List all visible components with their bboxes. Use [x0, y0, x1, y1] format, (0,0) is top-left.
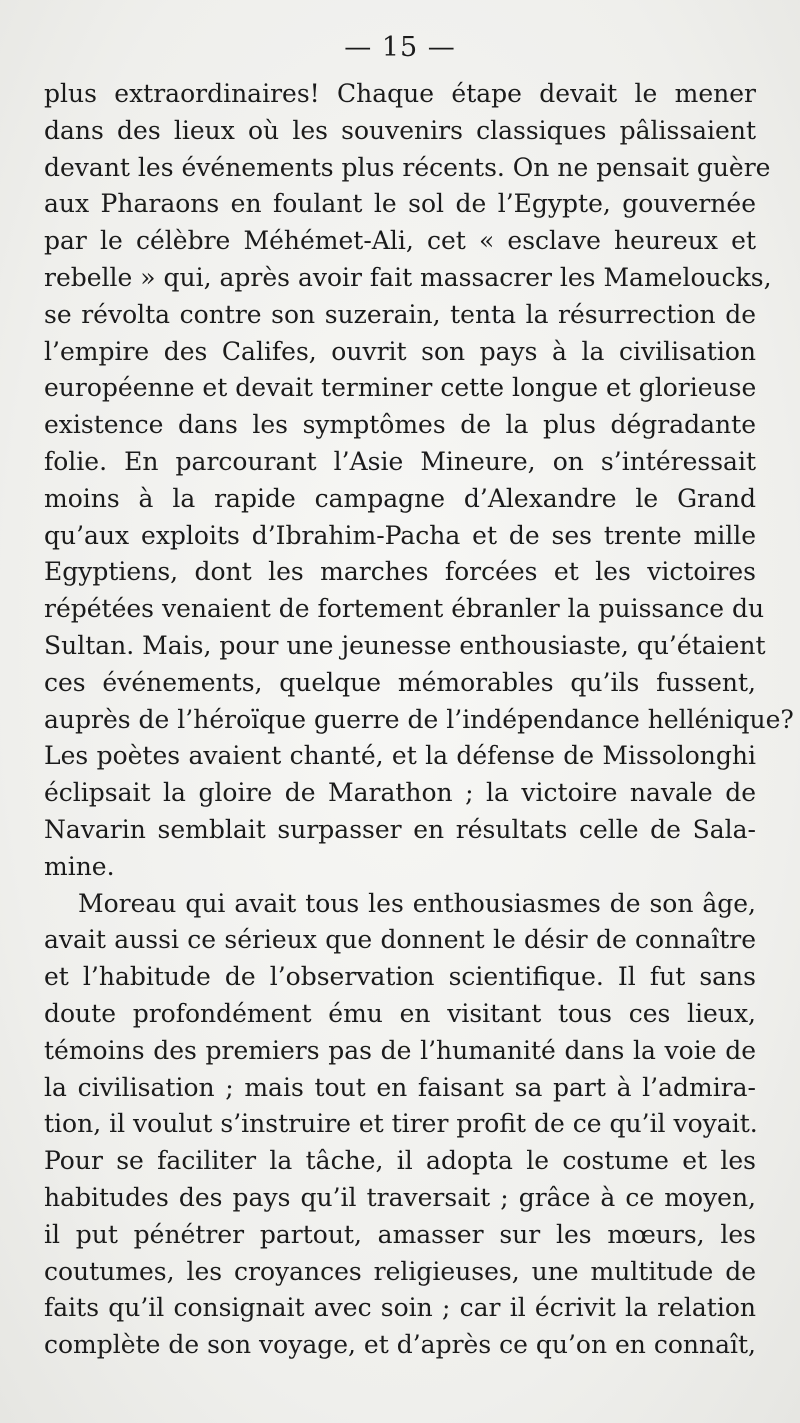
- text-line: il put pénétrer partout, amasser sur les mœurs, les: [44, 1219, 756, 1249]
- text-line: devant les événements plus récents. On ne pensait guère: [44, 152, 771, 182]
- text-line: habitudes des pays qu’il traversait ; grâce à ce moyen,: [44, 1182, 756, 1212]
- text-line: aux Pharaons en foulant le sol de l’Egypte, gouvernée: [44, 189, 756, 219]
- text-line: qu’aux exploits d’Ibrahim-Pacha et de ses trente mille: [44, 520, 756, 550]
- text-line: Les poètes avaient chanté, et la défense de Missolonghi: [44, 741, 756, 771]
- text-line: témoins des premiers pas de l’humanité dans la voie de: [44, 1035, 756, 1065]
- text-line: Sultan. Mais, pour une jeunesse enthousiaste, qu’étaient: [44, 630, 766, 660]
- text-line: plus extraordinaires! Chaque étape devait le mener: [44, 79, 756, 108]
- text-line: dans des lieux où les souvenirs classiques pâlissaient: [44, 115, 756, 145]
- body-text: [44, 76, 794, 1364]
- text-line: doute profondément ému en visitant tous ces lieux,: [44, 998, 756, 1028]
- text-line: l’empire des Califes, ouvrit son pays à la civilisation: [44, 336, 756, 366]
- text-line: éclipsait la gloire de Marathon ; la victoire navale de: [44, 778, 756, 808]
- paragraph-start-line: Moreau qui avait tous les enthousiasmes de son âge,: [78, 888, 756, 918]
- text-line: tion, il voulut s’instruire et tirer profit de ce qu’il voyait.: [44, 1109, 758, 1139]
- page-number: — 15 —: [344, 32, 456, 63]
- text-line: mine.: [44, 851, 115, 881]
- text-line: coutumes, les croyances religieuses, une multitude de: [44, 1256, 756, 1286]
- text-line: existence dans les symptômes de la plus dégradante: [44, 410, 756, 440]
- text-line: répétées venaient de fortement ébranler la puissance du: [44, 594, 765, 624]
- text-line: européenne et devait terminer cette longue et glorieuse: [44, 373, 757, 403]
- text-line: Navarin semblait surpasser en résultats celle de Sala-: [44, 814, 756, 844]
- text-line: faits qu’il consignait avec soin ; car il écrivit la relation: [44, 1293, 756, 1323]
- text-line: complète de son voyage, et d’après ce qu’on en connaît,: [44, 1330, 756, 1360]
- text-line: la civilisation ; mais tout en faisant sa part à l’admira-: [44, 1072, 756, 1102]
- text-line: se révolta contre son suzerain, tenta la résurrection de: [44, 299, 756, 329]
- text-line: ces événements, quelque mémorables qu’ils fussent,: [44, 667, 756, 697]
- text-line: par le célèbre Méhémet-Ali, cet « esclave heureux et: [44, 226, 756, 256]
- text-line: Egyptiens, dont les marches forcées et les victoires: [44, 557, 756, 587]
- text-line: moins à la rapide campagne d’Alexandre le Grand: [44, 483, 756, 513]
- text-line: Pour se faciliter la tâche, il adopta le costume et les: [44, 1146, 756, 1176]
- text-line: avait aussi ce sérieux que donnent le désir de connaître: [44, 925, 756, 955]
- text-line: auprès de l’héroïque guerre de l’indépendance hellénique?: [44, 704, 794, 734]
- text-line: folie. En parcourant l’Asie Mineure, on s’intéressait: [44, 446, 756, 476]
- text-line: et l’habitude de l’observation scientifique. Il fut sans: [44, 962, 756, 992]
- text-line: rebelle » qui, après avoir fait massacrer les Mameloucks,: [44, 262, 772, 292]
